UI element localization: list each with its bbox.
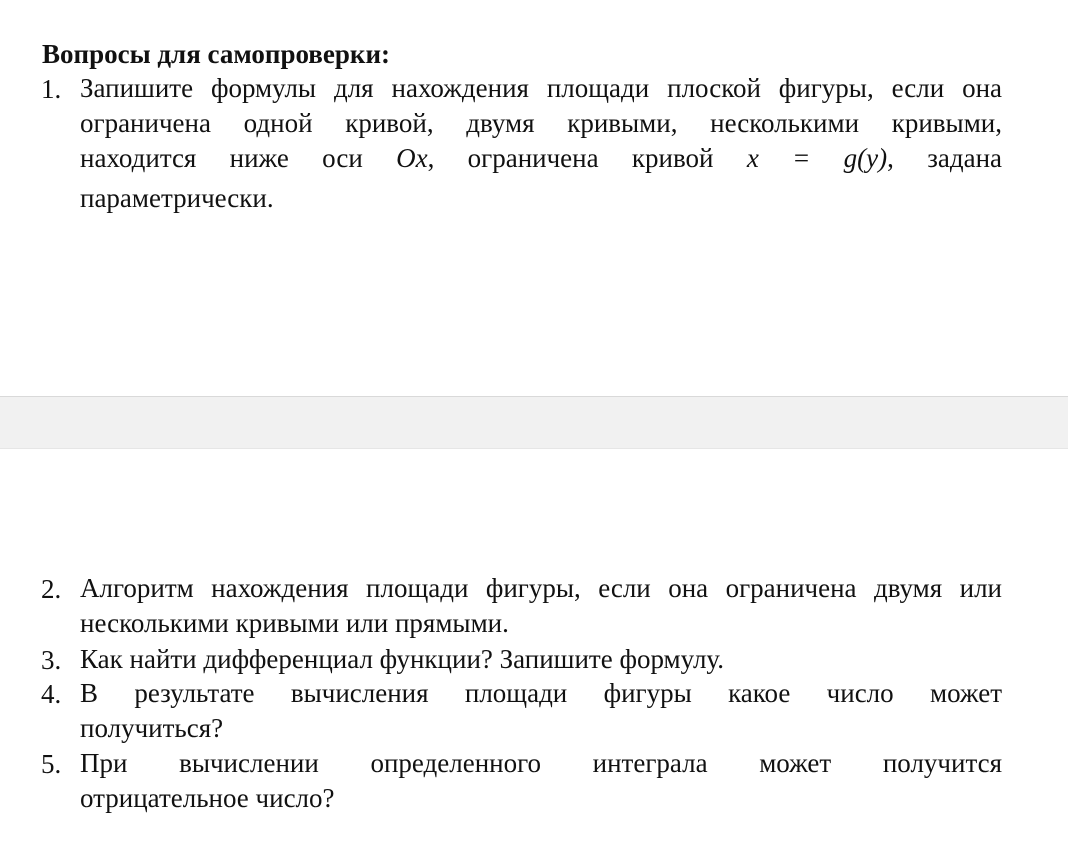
- question-2-line-2: несколькими кривыми или прямыми.: [80, 608, 509, 638]
- question-3: [80, 642, 1002, 677]
- question-1-line-3-c: , задана: [887, 143, 1003, 173]
- question-5: [80, 746, 1002, 816]
- curve-formula: x = g(y): [746, 143, 888, 173]
- question-1-line-3-b: , ограничена кривой: [427, 143, 714, 173]
- question-4: [80, 676, 1002, 746]
- question-1-line-3-a: находится ниже оси: [80, 143, 363, 173]
- question-1-line-2: ограничена одной кривой, двумя кривыми, несколькими кривыми,: [80, 108, 1002, 138]
- question-2-line-1: Алгоритм нахождения площади фигуры, если она ограничена двумя или: [80, 573, 1002, 603]
- section-heading: Вопросы для самопроверки:: [42, 39, 390, 69]
- question-5-line-2: отрицательное число?: [80, 783, 335, 813]
- question-number-3: 3.: [41, 645, 62, 675]
- axis-ox-formula: Ox: [396, 143, 428, 173]
- question-number-5: 5.: [41, 749, 62, 779]
- question-1-line-3: [80, 141, 1002, 176]
- question-1-line-1: Запишите формулы для нахождения площади плоской фигуры, если она: [80, 73, 1002, 103]
- question-3-line-1: Как найти дифференциал функции? Запишите формулу.: [80, 644, 724, 674]
- question-number-2: 2.: [41, 574, 62, 604]
- question-number-1: 1.: [41, 74, 62, 104]
- question-4-line-2: получиться?: [80, 713, 224, 743]
- question-1-line-4: параметрически.: [80, 183, 274, 213]
- question-number-4: 4.: [41, 679, 62, 709]
- question-4-line-1: В результате вычисления площади фигуры какое число может: [80, 678, 1002, 708]
- page-separator: [0, 396, 1068, 449]
- question-1: [80, 71, 1002, 216]
- question-2: [80, 571, 1002, 641]
- question-5-line-1: При вычислении определенного интеграла может получится: [80, 748, 1002, 778]
